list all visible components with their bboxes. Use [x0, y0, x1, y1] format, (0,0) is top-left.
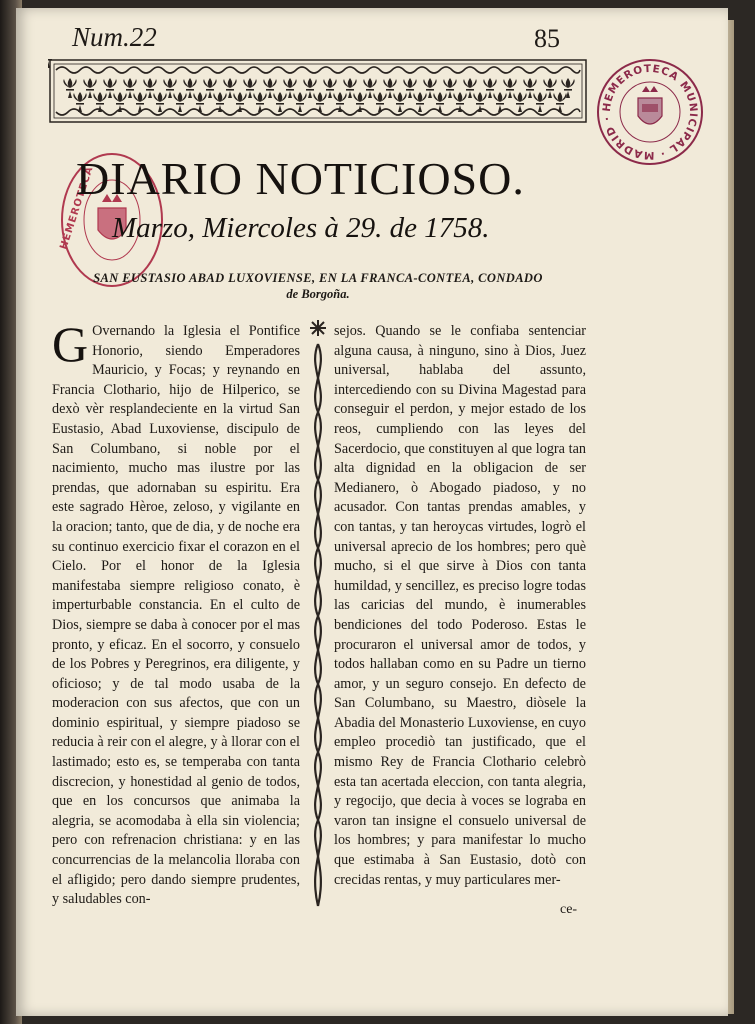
issue-date: Marzo, Miercoles à 29. de 1758. — [112, 212, 490, 244]
right-column — [334, 322, 586, 890]
article-heading-line2: de Borgoña. — [286, 287, 350, 301]
right-column-text: sejos. Quando se le confiaba sentenciar alguna causa, à ninguno, sino à Dios, Juez universal, hablaba del assunto, intercediendo con su Divina Magestad para conseguir el perdon, y mejor estado de los reos, cumpliendo con las leyes del Sacerdocio, que constituyen al que logra tan alta dignidad en la obligacion de ser Medianero, ò Abogado piadoso, y no acusador. Con tantas prendas amables, y con tantas, y tan heroycas virtudes, logrò el universal aprecio de los hombres; pero què mucho, si el que sirve à Dios con tanta humildad, y sencillez, es preciso logre todas las caricias del mundo, è inumerables bendiciones del todo Poderoso. Estas le procuraron el universal amor de todos, y todos hallaban como en su Padre un tierno amor, y un seguro consejo. En defecto de San Columbano, su Maestro, diòsele la Abadia del Monasterio Luxoviense, en cuyo empleo procediò tan justificado, que el mismo Rey de Francia Clothario celebrò esta tan acertada eleccion, con tanta alegria, y regocijo, que decia à voces se lograba en varon tan insigne el consuelo universal de los hombres; y para manifestar lo mucho que estimaba à San Eustasio, dotò con crecidas rentas, y muy particulares mer- — [334, 323, 586, 888]
article-heading-line1: SAN EUSTASIO ABAD LUXOVIENSE, EN LA FRANCA-CONTEA, CONDADO — [93, 271, 543, 285]
ornamental-border — [48, 58, 588, 124]
drop-cap: G — [52, 316, 89, 372]
page-number: 85 — [534, 24, 560, 53]
stamp-text: HEMEROTECA MUNICIPAL · MADRID · — [600, 62, 700, 162]
stamp-text-left: HEMEROTECA — [58, 164, 96, 251]
library-stamp-right — [594, 56, 706, 168]
masthead-title: DIARIO NOTICIOSO. — [76, 153, 525, 204]
left-column — [52, 316, 300, 910]
left-column-text: Overnando la Iglesia el Pontifice Honorio, siendo Emperadores Mauricio, y Focas; y reynando en Francia Clothario, hijo de Hilperico, se dexò vèr resplandeciente en la virtud San Eustasio, Abad Luxoviense, discipulo de San Columbano, si noble por el nacimiento, mucho mas ilustre por las prendas, que adornaban su espiritu. Era este sagrado Hèroe, zeloso, y vigilante en la oracion; tanto, que de dia, y de noche era su continuo exercicio fixar el corazon en el Cielo. Por el honor de la Iglesia manifestaba siempre religioso conato, è imperturbable constancia. En el culto de Dios, siempre se daba à conocer por el mas pronto, y eficaz. En el socorro, y consuelo de los Pobres y Peregrinos, era diligente, y oficioso; y de tal modo usaba de la moderacion con sus afectos, que con un dominio espiritual, y siempre piadoso se reducia à reir con el alegre, y à llorar con el lastimado; esto es, se temperaba con tanta discrecion, y honestidad al genio de todos, que en los concursos que animaba la alegria, se acomodaba à ella sin violencia; pero con refrenacion christiana: y en las concurrencias de la melancolia lloraba con el afligido; pero dando siempre prudentes, y saludables con- — [52, 323, 300, 908]
issue-number: Num.22 — [72, 22, 157, 52]
catchword: ce- — [560, 902, 578, 917]
article-heading — [46, 270, 590, 302]
column-divider — [306, 318, 330, 908]
